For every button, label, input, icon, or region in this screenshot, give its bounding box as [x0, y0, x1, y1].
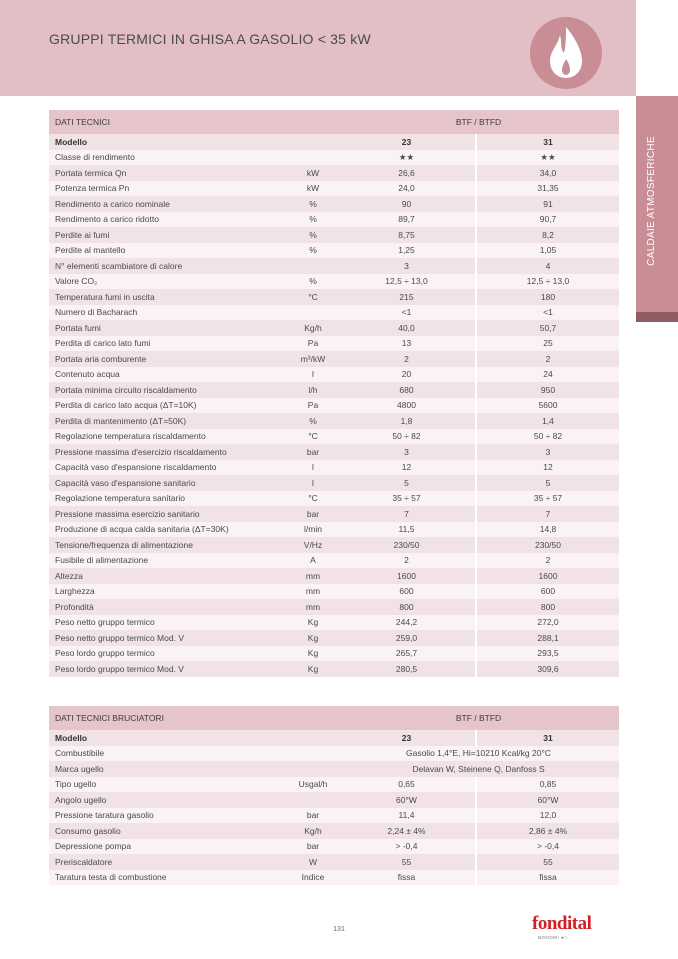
row-unit: %	[288, 212, 338, 228]
row-unit: mm	[288, 568, 338, 584]
table-row	[49, 630, 619, 646]
table-heading: DATI TECNICI BRUCIATORI	[49, 706, 338, 730]
row-value-31: 272,0	[477, 615, 619, 631]
row-label: Consumo gasolio	[49, 823, 288, 839]
row-value-23: 8,75	[338, 227, 475, 243]
table-row	[49, 429, 619, 445]
row-unit: °C	[288, 491, 338, 507]
row-label: Temperatura fumi in uscita	[49, 289, 288, 305]
row-value-31: 2	[477, 351, 619, 367]
row-value-31: 0,85	[477, 777, 619, 793]
row-value-23: fissa	[338, 870, 475, 886]
row-unit: %	[288, 274, 338, 290]
row-unit	[288, 730, 338, 746]
row-label: Perdita di mantenimento (ΔT=50K)	[49, 413, 288, 429]
table-row	[49, 212, 619, 228]
row-value-31: 7	[477, 506, 619, 522]
row-label: Perdite al mantello	[49, 243, 288, 259]
row-unit: Pa	[288, 398, 338, 414]
row-value-31: 91	[477, 196, 619, 212]
row-unit: bar	[288, 808, 338, 824]
row-unit: %	[288, 227, 338, 243]
row-label: Marca ugello	[49, 761, 288, 777]
table-row	[49, 181, 619, 197]
row-label: Peso lordo gruppo termico Mod. V	[49, 661, 288, 677]
row-unit: kW	[288, 165, 338, 181]
row-label: Peso lordo gruppo termico	[49, 646, 288, 662]
row-label: Taratura testa di combustione	[49, 870, 288, 886]
row-unit: Kg	[288, 615, 338, 631]
row-value-23: 12	[338, 460, 475, 476]
row-unit: V/Hz	[288, 537, 338, 553]
row-value-31: 230/50	[477, 537, 619, 553]
model-group-heading: BTF / BTFD	[338, 110, 619, 134]
row-value-23: 265,7	[338, 646, 475, 662]
row-value-31: 309,6	[477, 661, 619, 677]
row-label: Portata minima circuito riscaldamento	[49, 382, 288, 398]
row-label: Combustibile	[49, 746, 288, 762]
row-value-31: 12,5 ÷ 13,0	[477, 274, 619, 290]
table-row	[49, 839, 619, 855]
row-label: Tensione/frequenza di alimentazione	[49, 537, 288, 553]
row-value-23: <1	[338, 305, 475, 321]
table-row	[49, 661, 619, 677]
row-unit: l/h	[288, 382, 338, 398]
row-unit: l/min	[288, 522, 338, 538]
row-label: Numero di Bacharach	[49, 305, 288, 321]
table-row	[49, 599, 619, 615]
row-unit: Usgal/h	[288, 777, 338, 793]
row-value-23: 35 ÷ 57	[338, 491, 475, 507]
table-row	[49, 351, 619, 367]
table-row	[49, 320, 619, 336]
row-value-23: 11,5	[338, 522, 475, 538]
row-value-23: 11,4	[338, 808, 475, 824]
side-tab-label: CALDAIE ATMOSFERICHE	[646, 136, 657, 266]
row-value-31: ★★	[477, 150, 619, 166]
row-value-23: > -0,4	[338, 839, 475, 855]
row-unit: A	[288, 553, 338, 569]
row-unit: bar	[288, 506, 338, 522]
row-value-31: 35 ÷ 57	[477, 491, 619, 507]
row-value-23: 20	[338, 367, 475, 383]
row-label: Regolazione temperatura riscaldamento	[49, 429, 288, 445]
row-value-23: 680	[338, 382, 475, 398]
row-value-23: 4800	[338, 398, 475, 414]
table-row	[49, 398, 619, 414]
row-value-31: <1	[477, 305, 619, 321]
row-value-31: 24	[477, 367, 619, 383]
row-unit	[288, 134, 338, 150]
row-label: Altezza	[49, 568, 288, 584]
row-label: Rendimento a carico ridotto	[49, 212, 288, 228]
table-row	[49, 382, 619, 398]
table-row	[49, 808, 619, 824]
row-label: N° elementi scambiatore di calore	[49, 258, 288, 274]
table-row	[49, 553, 619, 569]
page-number: 131	[333, 926, 345, 933]
row-label: Valore CO₂	[49, 274, 288, 290]
row-label: Portata aria comburente	[49, 351, 288, 367]
table-row	[49, 746, 619, 762]
row-value-23: 1,25	[338, 243, 475, 259]
table-row	[49, 823, 619, 839]
row-unit: °C	[288, 289, 338, 305]
row-value-23: 89,7	[338, 212, 475, 228]
row-value-31: 8,2	[477, 227, 619, 243]
row-unit: °C	[288, 429, 338, 445]
row-value-23: 50 ÷ 82	[338, 429, 475, 445]
table-row	[49, 336, 619, 352]
row-value-31: 3	[477, 444, 619, 460]
row-value-31: 31,35	[477, 181, 619, 197]
row-value-31: 90,7	[477, 212, 619, 228]
table-row	[49, 227, 619, 243]
flame-icon	[530, 17, 602, 89]
row-unit: %	[288, 196, 338, 212]
row-unit	[288, 761, 338, 777]
row-value-31: 950	[477, 382, 619, 398]
row-label: Depressione pompa	[49, 839, 288, 855]
row-value-23: 3	[338, 444, 475, 460]
row-value-23: 1600	[338, 568, 475, 584]
row-unit: Kg/h	[288, 320, 338, 336]
table-row	[49, 584, 619, 600]
row-unit: W	[288, 854, 338, 870]
row-unit: l	[288, 475, 338, 491]
table-row	[49, 568, 619, 584]
technical-data-table	[49, 110, 619, 677]
row-label: Larghezza	[49, 584, 288, 600]
row-value-31: 180	[477, 289, 619, 305]
row-value-23: 5	[338, 475, 475, 491]
row-value-span: Gasolio 1,4°E, Hi=10210 Kcal/kg 20°C	[338, 746, 619, 762]
row-label: Potenza termica Pn	[49, 181, 288, 197]
row-unit	[288, 746, 338, 762]
row-value-31: 2	[477, 553, 619, 569]
row-value-23: 2	[338, 351, 475, 367]
table-row	[49, 522, 619, 538]
row-label: Rendimento a carico nominale	[49, 196, 288, 212]
row-value-31: 50 ÷ 82	[477, 429, 619, 445]
row-value-23: 800	[338, 599, 475, 615]
row-value-23: 230/50	[338, 537, 475, 553]
burner-data-table	[49, 706, 619, 885]
table-row	[49, 367, 619, 383]
row-value-31: 5600	[477, 398, 619, 414]
row-value-23: 600	[338, 584, 475, 600]
row-value-31: 2,86 ± 4%	[477, 823, 619, 839]
row-unit: bar	[288, 444, 338, 460]
row-value-23: 23	[338, 134, 475, 150]
row-value-23: 3	[338, 258, 475, 274]
table-row	[49, 792, 619, 808]
table-row	[49, 274, 619, 290]
row-unit: %	[288, 413, 338, 429]
row-value-31: 1,05	[477, 243, 619, 259]
row-unit: %	[288, 243, 338, 259]
row-value-23: 7	[338, 506, 475, 522]
row-label: Tipo ugello	[49, 777, 288, 793]
table-row	[49, 761, 619, 777]
row-value-31: 800	[477, 599, 619, 615]
row-unit: Indice	[288, 870, 338, 886]
row-value-31: 600	[477, 584, 619, 600]
row-value-23: 40,0	[338, 320, 475, 336]
row-value-31: 34,0	[477, 165, 619, 181]
row-label: Capacità vaso d'espansione riscaldamento	[49, 460, 288, 476]
row-label: Contenuto acqua	[49, 367, 288, 383]
row-label: Modello	[49, 730, 288, 746]
row-value-31: > -0,4	[477, 839, 619, 855]
row-value-23: 259,0	[338, 630, 475, 646]
row-label: Portata fumi	[49, 320, 288, 336]
table-row	[49, 870, 619, 886]
row-unit	[288, 150, 338, 166]
row-unit: Kg	[288, 661, 338, 677]
row-value-31: fissa	[477, 870, 619, 886]
row-value-23: 55	[338, 854, 475, 870]
row-label: Profondità	[49, 599, 288, 615]
row-unit	[288, 258, 338, 274]
row-unit: Kg	[288, 630, 338, 646]
brand-subtitle: BONOMI ●○	[538, 935, 568, 940]
row-label: Modello	[49, 134, 288, 150]
flame-badge	[530, 17, 602, 89]
table-row	[49, 413, 619, 429]
row-value-23: ★★	[338, 150, 475, 166]
side-tab-bar	[636, 312, 678, 322]
table-row	[49, 537, 619, 553]
row-value-31: 1600	[477, 568, 619, 584]
row-label: Pressione massima esercizio sanitario	[49, 506, 288, 522]
row-unit: l	[288, 460, 338, 476]
row-label: Peso netto gruppo termico Mod. V	[49, 630, 288, 646]
row-value-23: 0,65	[338, 777, 475, 793]
table-row	[49, 777, 619, 793]
row-label: Pressione taratura gasolio	[49, 808, 288, 824]
table-row	[49, 165, 619, 181]
row-value-23: 24,0	[338, 181, 475, 197]
row-value-31: 31	[477, 134, 619, 150]
row-value-23: 23	[338, 730, 475, 746]
table-row	[49, 196, 619, 212]
row-value-span: Delavan W, Steinene Q, Danfoss S	[338, 761, 619, 777]
row-unit: mm	[288, 599, 338, 615]
table-row	[49, 460, 619, 476]
table-row	[49, 491, 619, 507]
row-value-31: 5	[477, 475, 619, 491]
row-value-23: 12,5 ÷ 13,0	[338, 274, 475, 290]
table-row	[49, 506, 619, 522]
row-label: Perdita di carico lato fumi	[49, 336, 288, 352]
row-unit: mm	[288, 584, 338, 600]
row-value-23: 215	[338, 289, 475, 305]
row-value-31: 25	[477, 336, 619, 352]
row-unit	[288, 305, 338, 321]
row-value-23: 26,6	[338, 165, 475, 181]
row-unit	[288, 792, 338, 808]
row-value-23: 244,2	[338, 615, 475, 631]
row-unit: Pa	[288, 336, 338, 352]
table-row	[49, 258, 619, 274]
row-value-31: 12	[477, 460, 619, 476]
table-row	[49, 134, 619, 150]
row-unit: bar	[288, 839, 338, 855]
page-title: GRUPPI TERMICI IN GHISA A GASOLIO < 35 kW	[49, 31, 371, 47]
model-group-heading: BTF / BTFD	[338, 706, 619, 730]
table-row	[49, 646, 619, 662]
row-label: Perdite ai fumi	[49, 227, 288, 243]
table-row	[49, 615, 619, 631]
row-value-23: 90	[338, 196, 475, 212]
row-label: Regolazione temperatura sanitario	[49, 491, 288, 507]
row-unit: m³/kW	[288, 351, 338, 367]
table-row	[49, 475, 619, 491]
row-value-31: 55	[477, 854, 619, 870]
table-heading: DATI TECNICI	[49, 110, 338, 134]
table-row	[49, 150, 619, 166]
row-value-23: 13	[338, 336, 475, 352]
row-label: Classe di rendimento	[49, 150, 288, 166]
table-row	[49, 444, 619, 460]
table-row	[49, 730, 619, 746]
row-unit: l	[288, 367, 338, 383]
row-unit: Kg/h	[288, 823, 338, 839]
row-label: Capacità vaso d'espansione sanitario	[49, 475, 288, 491]
row-value-31: 288,1	[477, 630, 619, 646]
row-unit: kW	[288, 181, 338, 197]
row-value-23: 2,24 ± 4%	[338, 823, 475, 839]
row-value-31: 4	[477, 258, 619, 274]
table-row	[49, 243, 619, 259]
row-value-23: 280,5	[338, 661, 475, 677]
row-label: Pressione massima d'esercizio riscaldamento	[49, 444, 288, 460]
row-value-31: 1,4	[477, 413, 619, 429]
row-value-31: 60°W	[477, 792, 619, 808]
row-value-23: 2	[338, 553, 475, 569]
row-label: Preriscaldatore	[49, 854, 288, 870]
row-value-23: 1,8	[338, 413, 475, 429]
row-value-31: 50,7	[477, 320, 619, 336]
table-row	[49, 305, 619, 321]
row-unit: Kg	[288, 646, 338, 662]
row-value-31: 293,5	[477, 646, 619, 662]
row-value-31: 12,0	[477, 808, 619, 824]
row-value-31: 31	[477, 730, 619, 746]
row-label: Produzione di acqua calda sanitaria (ΔT=30K)	[49, 522, 288, 538]
table-row	[49, 854, 619, 870]
table-row	[49, 289, 619, 305]
row-label: Portata termica Qn	[49, 165, 288, 181]
side-tab	[636, 96, 678, 312]
row-label: Peso netto gruppo termico	[49, 615, 288, 631]
row-label: Fusibile di alimentazione	[49, 553, 288, 569]
row-value-31: 14,8	[477, 522, 619, 538]
brand-logo: fondital	[532, 913, 592, 934]
row-value-23: 60°W	[338, 792, 475, 808]
row-label: Angolo ugello	[49, 792, 288, 808]
row-label: Perdita di carico lato acqua (ΔT=10K)	[49, 398, 288, 414]
